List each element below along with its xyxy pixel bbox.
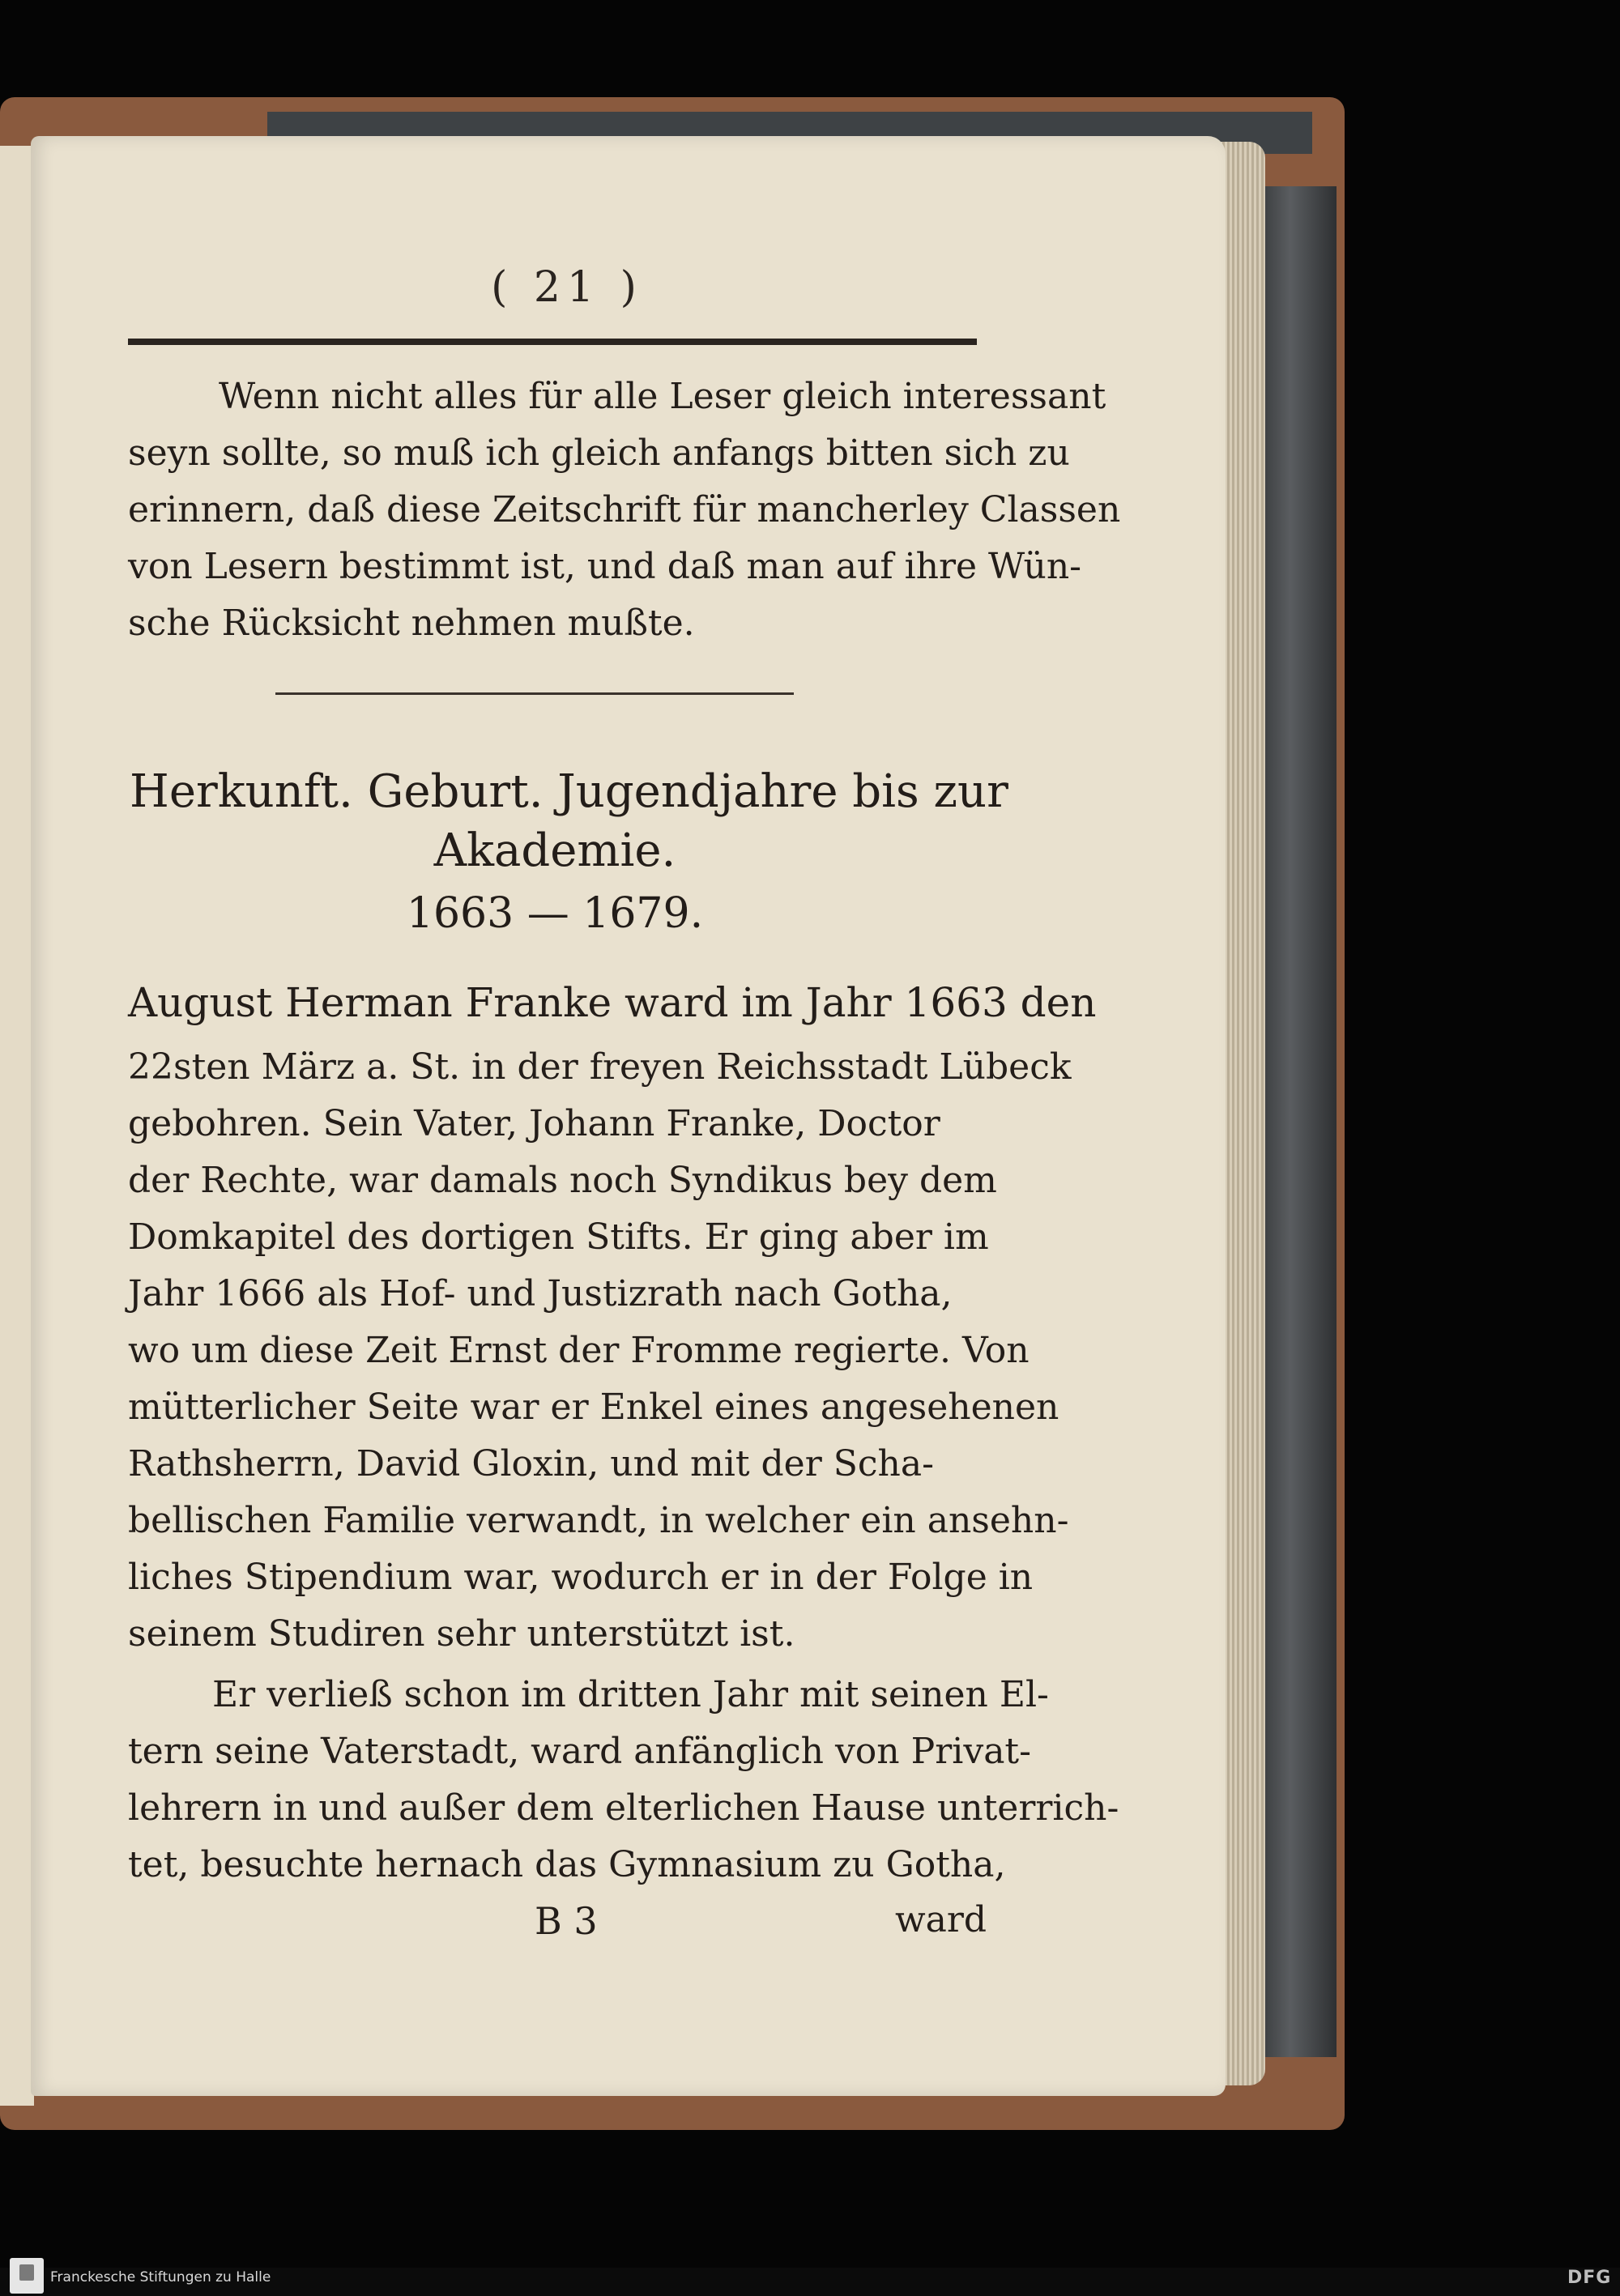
text-line: wo um diese Zeit Ernst der Fromme regierte. Von xyxy=(128,1330,1030,1371)
section-divider xyxy=(275,692,794,695)
text-line: Domkapitel des dortigen Stifts. Er ging aber im xyxy=(128,1216,989,1258)
page-number: ( 21 ) xyxy=(491,263,643,312)
text-line: tern seine Vaterstadt, ward anfänglich von Privat- xyxy=(128,1731,1031,1772)
signature-mark: B 3 xyxy=(535,1899,598,1943)
text-line: lehrern in und außer dem elterlichen Hause unterrich- xyxy=(128,1787,1119,1829)
text-line: Jahr 1666 als Hof- und Justizrath nach Gotha, xyxy=(128,1273,953,1314)
text-line: sche Rücksicht nehmen mußte. xyxy=(128,603,695,644)
section-heading-cont: Akademie. xyxy=(433,824,676,877)
text-line: bellischen Familie verwandt, in welcher ein ansehn- xyxy=(128,1500,1069,1541)
section-years: 1663 — 1679. xyxy=(406,889,704,938)
text-line: erinnern, daß diese Zeitschrift für mancherley Classen xyxy=(128,489,1121,530)
text-line: von Lesern bestimmt ist, und daß man auf ihre Wün- xyxy=(128,546,1082,587)
text-line: seyn sollte, so muß ich gleich anfangs bitten sich zu xyxy=(128,432,1070,474)
section-heading: Herkunft. Geburt. Jugendjahre bis zur xyxy=(130,765,1008,818)
text-line: August Herman Franke ward im Jahr 1663 den xyxy=(128,979,1097,1026)
text-line: mütterlicher Seite war er Enkel eines angesehenen xyxy=(128,1387,1059,1428)
header-rule xyxy=(128,339,977,345)
text-line: der Rechte, war damals noch Syndikus bey dem xyxy=(128,1160,997,1201)
text-line: tet, besuchte hernach das Gymnasium zu Gotha, xyxy=(128,1844,1006,1885)
text-line: 22sten März a. St. in der freyen Reichsstadt Lübeck xyxy=(128,1046,1072,1088)
text-line: liches Stipendium war, wodurch er in der Folge in xyxy=(128,1557,1034,1598)
text-line: Wenn nicht alles für alle Leser gleich interessant xyxy=(219,376,1106,417)
text-line: gebohren. Sein Vater, Johann Franke, Doctor xyxy=(128,1103,940,1144)
text-line: Rathsherrn, David Gloxin, und mit der Scha- xyxy=(128,1443,934,1485)
dfg-logo: DFG xyxy=(1567,2268,1612,2288)
left-page-edge xyxy=(0,146,34,2106)
text-line: seinem Studiren sehr unterstützt ist. xyxy=(128,1613,795,1655)
catchword: ward xyxy=(895,1899,987,1940)
cover-cloth-side xyxy=(1260,186,1336,2057)
text-line: Er verließ schon im dritten Jahr mit seinen El- xyxy=(212,1674,1049,1715)
institution-logo-icon xyxy=(10,2258,44,2294)
institution-credit: Franckesche Stiftungen zu Halle xyxy=(50,2269,271,2285)
